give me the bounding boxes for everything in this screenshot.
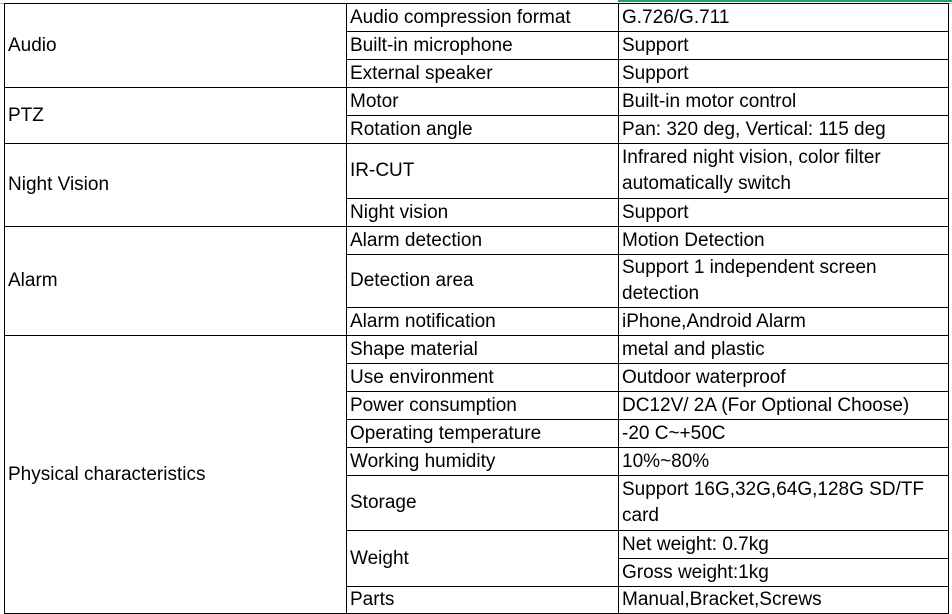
- table-row: [5, 88, 949, 116]
- category-cell-physical[interactable]: Physical characteristics: [5, 336, 347, 614]
- item-cell[interactable]: Rotation angle: [347, 116, 619, 144]
- value-cell[interactable]: DC12V/ 2A (For Optional Choose): [619, 392, 949, 420]
- category-cell-night-vision[interactable]: Night Vision: [5, 144, 347, 227]
- value-cell[interactable]: -20 C~+50C: [619, 420, 949, 448]
- item-cell[interactable]: Night vision: [347, 199, 619, 227]
- table-row: [5, 227, 949, 255]
- selection-accent-bar: [618, 0, 952, 2]
- value-cell[interactable]: Built-in motor control: [619, 88, 949, 116]
- value-cell[interactable]: Support: [619, 60, 949, 88]
- item-cell[interactable]: IR-CUT: [347, 144, 619, 199]
- spec-table: [4, 3, 949, 614]
- item-cell[interactable]: External speaker: [347, 60, 619, 88]
- value-cell[interactable]: Gross weight:1kg: [619, 559, 949, 587]
- item-cell[interactable]: Detection area: [347, 255, 619, 308]
- value-cell[interactable]: Support: [619, 32, 949, 60]
- item-cell[interactable]: Built-in microphone: [347, 32, 619, 60]
- value-cell[interactable]: Motion Detection: [619, 227, 949, 255]
- item-cell[interactable]: Motor: [347, 88, 619, 116]
- item-cell[interactable]: Working humidity: [347, 448, 619, 476]
- item-cell[interactable]: Use environment: [347, 364, 619, 392]
- value-cell[interactable]: Net weight: 0.7kg: [619, 531, 949, 559]
- item-cell[interactable]: Parts: [347, 587, 619, 614]
- item-cell[interactable]: Alarm detection: [347, 227, 619, 255]
- value-cell[interactable]: Outdoor waterproof: [619, 364, 949, 392]
- category-cell-audio[interactable]: Audio: [5, 4, 347, 88]
- value-cell[interactable]: Pan: 320 deg, Vertical: 115 deg: [619, 116, 949, 144]
- category-cell-ptz[interactable]: PTZ: [5, 88, 347, 144]
- item-cell[interactable]: Operating temperature: [347, 420, 619, 448]
- item-cell[interactable]: Audio compression format: [347, 4, 619, 32]
- item-cell[interactable]: Power consumption: [347, 392, 619, 420]
- value-cell[interactable]: iPhone,Android Alarm: [619, 308, 949, 336]
- value-cell[interactable]: metal and plastic: [619, 336, 949, 364]
- item-cell[interactable]: Alarm notification: [347, 308, 619, 336]
- item-cell[interactable]: Storage: [347, 476, 619, 531]
- table-row: [5, 336, 949, 364]
- item-cell[interactable]: Shape material: [347, 336, 619, 364]
- table-row: [5, 144, 949, 199]
- table-row: [5, 4, 949, 32]
- value-cell[interactable]: 10%~80%: [619, 448, 949, 476]
- value-cell[interactable]: Support 1 independent screen detection: [619, 255, 949, 308]
- item-cell[interactable]: Weight: [347, 531, 619, 587]
- value-cell[interactable]: Support 16G,32G,64G,128G SD/TF card: [619, 476, 949, 531]
- category-cell-alarm[interactable]: Alarm: [5, 227, 347, 336]
- value-cell[interactable]: Infrared night vision, color filter automatically switch: [619, 144, 949, 199]
- value-cell[interactable]: Manual,Bracket,Screws: [619, 587, 949, 614]
- value-cell[interactable]: Support: [619, 199, 949, 227]
- value-cell[interactable]: G.726/G.711: [619, 4, 949, 32]
